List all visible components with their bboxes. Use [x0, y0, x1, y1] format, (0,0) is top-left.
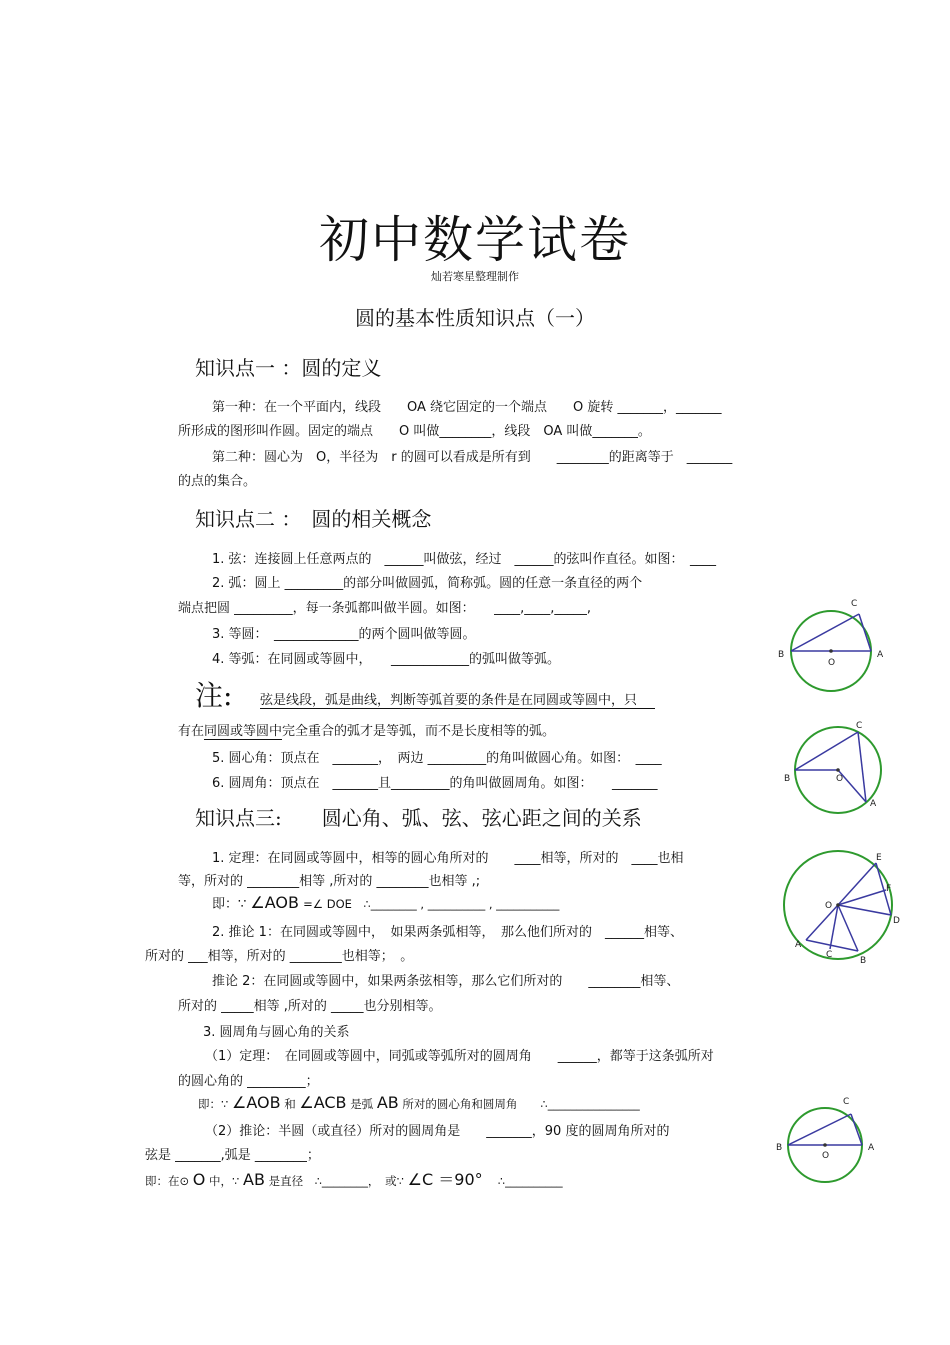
sec3-line13: 弦是 _______,弧是 ________；: [145, 1148, 320, 1163]
fig2-label-b: B: [784, 774, 791, 784]
sec3-line14-o: O: [192, 1170, 206, 1189]
sec3-line11-rest: 所对的圆心角和圆周角 ∴________________: [402, 1097, 640, 1111]
sec3-line14: [145, 1167, 563, 1190]
sec3-line4: 2. 推论 1：在同圆或等圆中， 如果两条弧相等， 那么他们所对的 ______相等、: [212, 925, 683, 940]
sec3-title: 知识点三: 圆心角、弧、弦、弦心距之间的关系: [195, 806, 642, 830]
section-heading: 圆的基本性质知识点（一）: [355, 306, 595, 330]
fig3-label-d: D: [893, 916, 900, 926]
sec2-line5: 4. 等弧：在同圆或等圆中， ____________的弧叫做等弧。: [212, 652, 561, 667]
fig4-chord-ca: [851, 1114, 862, 1145]
fig1-label-o: O: [828, 658, 836, 668]
note-line2-start: 有在: [178, 724, 205, 739]
note-mark: 注:: [195, 679, 233, 712]
sec2-line1: 1. 弦：连接圆上任意两点的 ______叫做弦，经过 ______的弦叫作直径。如图： ____: [212, 552, 717, 567]
fig3-line-od: [838, 905, 891, 915]
fig3-center-dot: [836, 903, 840, 907]
sec3-line11-and: 和: [284, 1097, 296, 1111]
fig2-label-a: A: [870, 799, 877, 809]
fig4-chord-bc: [788, 1114, 851, 1145]
sec3-line14-ab: AB: [243, 1170, 265, 1189]
sec2-title: 知识点二 ： 圆的相关概念: [195, 507, 432, 531]
sec3-line3-angle: ∠AOB: [250, 893, 299, 912]
fig2-chord-ca: [858, 732, 866, 802]
figure-1-diameter: [775, 595, 895, 700]
sec3-line7: 所对的 _____相等 ,所对的 _____也分别相等。: [178, 999, 442, 1014]
sec3-line2: 等，所对的 ________相等 ,所对的 ________也相等 ,;: [178, 874, 481, 889]
fig3-label-e: E: [876, 853, 882, 863]
sec2-line3: 端点把圆 _________，每一条弧都叫做半圆。如图： ____,____,_____,: [178, 601, 592, 616]
note-line1: 弦是线段，弧是曲线，判断等弧首要的条件是在同圆或等圆中，只: [260, 689, 655, 709]
fig4-label-c: C: [843, 1097, 850, 1107]
fig3-label-a: A: [795, 940, 802, 950]
sec3-line1: 1. 定理：在同圆或等圆中，相等的圆心角所对的 ____相等，所对的 ____也相: [212, 851, 684, 866]
figure-2-central-angle: [780, 718, 890, 816]
sec2-line2: 2. 弧：圆上 _________的部分叫做圆弧，简称弧。圆的任意一条直径的两个: [212, 576, 643, 591]
sec1-title: 知识点一 ：圆的定义: [195, 356, 382, 380]
sec3-line14-e: 是直径 ∴________， 或∵: [268, 1174, 404, 1188]
sec3-line8: 3. 圆周角与圆心角的关系: [203, 1025, 350, 1040]
sec3-line14-a: 即：在⊙: [145, 1174, 190, 1188]
sec3-line3-rest: =∠ DOE ∴________ , __________ , ___________: [303, 897, 560, 911]
sec3-line12: （2）推论：半圆（或直径）所对的圆周角是 _______，90 度的圆周角所对的: [205, 1124, 670, 1139]
fig1-chord-bc: [791, 614, 859, 651]
sec3-line10: 的圆心角的 _________；: [178, 1074, 319, 1089]
sec3-line3: [212, 893, 559, 912]
sec1-line2: 所形成的图形叫作圆。固定的端点 O 叫做________，线段 OA 叫做_______。: [178, 424, 651, 439]
fig1-label-b: B: [778, 650, 785, 660]
sec3-line9: （1）定理： 在同圆或等圆中，同弧或等弧所对的圆周角 ______，都等于这条弧所对: [205, 1049, 714, 1064]
fig3-line-ob: [838, 905, 858, 951]
figure-4-semicircle: [775, 1093, 885, 1188]
note-line2-end: 完全重合的弧才是等弧，而不是长度相等的弧。: [282, 724, 556, 739]
fig3-label-f: F: [886, 884, 892, 894]
sec3-line6: 推论 2：在同圆或等圆中，如果两条弦相等，那么它们所对的 ________相等、: [212, 974, 680, 989]
fig3-label-o: O: [825, 901, 833, 911]
note-line2: [178, 720, 555, 739]
sec3-line3-a: 即：∵: [212, 897, 247, 912]
page-subtitle: 灿若寒星整理制作: [431, 270, 519, 283]
sec3-line11-arc: 是弧: [350, 1097, 374, 1111]
fig2-label-c: C: [856, 721, 863, 731]
sec1-line1: 第一种：在一个平面内，线段 OA 绕它固定的一个端点 O 旋转 _______，_______: [212, 400, 722, 415]
sec3-line5: 所对的 ___相等，所对的 ________也相等； 。: [145, 949, 414, 964]
sec2-line4: 3. 等圆： _____________的两个圆叫做等圆。: [212, 627, 476, 642]
fig1-label-c: C: [851, 599, 858, 609]
sec1-line4: 的点的集合。: [178, 474, 257, 489]
note-line2-underlined: 同圆或等圆中: [204, 724, 283, 739]
fig2-chord-bc: [795, 732, 858, 770]
sec1-line3: 第二种：圆心为 O，半径为 r 的圆可以看成是所有到 ________的距离等于 _______: [212, 450, 733, 465]
fig1-chord-ca: [859, 614, 871, 651]
fig1-label-a: A: [877, 650, 884, 660]
sec3-line14-g: ∴__________: [486, 1174, 563, 1188]
sec3-line11-a: 即：∵: [198, 1097, 229, 1111]
fig2-center-dot: [836, 768, 840, 772]
sec3-line14-c: 中，∵: [209, 1174, 240, 1188]
fig4-label-b: B: [776, 1143, 783, 1153]
fig2-label-o: O: [836, 774, 844, 784]
sec3-line11-angle1: ∠AOB: [231, 1093, 281, 1112]
sec2-line6: 5. 圆心角：顶点在 _______， 两边 _________的角叫做圆心角。如图： ____: [212, 751, 662, 766]
sec3-line11: [198, 1093, 640, 1112]
sec3-line11-ab: AB: [376, 1093, 399, 1112]
fig3-label-c: C: [826, 950, 833, 960]
sec3-line11-angle2: ∠ACB: [299, 1093, 347, 1112]
fig4-label-o: O: [822, 1151, 830, 1161]
fig4-center-dot: [823, 1143, 827, 1147]
fig3-label-b: B: [860, 956, 867, 966]
fig1-center-dot: [829, 649, 833, 653]
figure-3-chords: [778, 845, 903, 970]
page-title: 初中数学试卷: [319, 211, 631, 269]
fig4-label-a: A: [868, 1143, 875, 1153]
sec3-line14-angle: ∠C ＝90°: [407, 1170, 483, 1189]
sec2-line7: 6. 圆周角：顶点在 _______且_________的角叫做圆周角。如图： _______: [212, 776, 658, 791]
